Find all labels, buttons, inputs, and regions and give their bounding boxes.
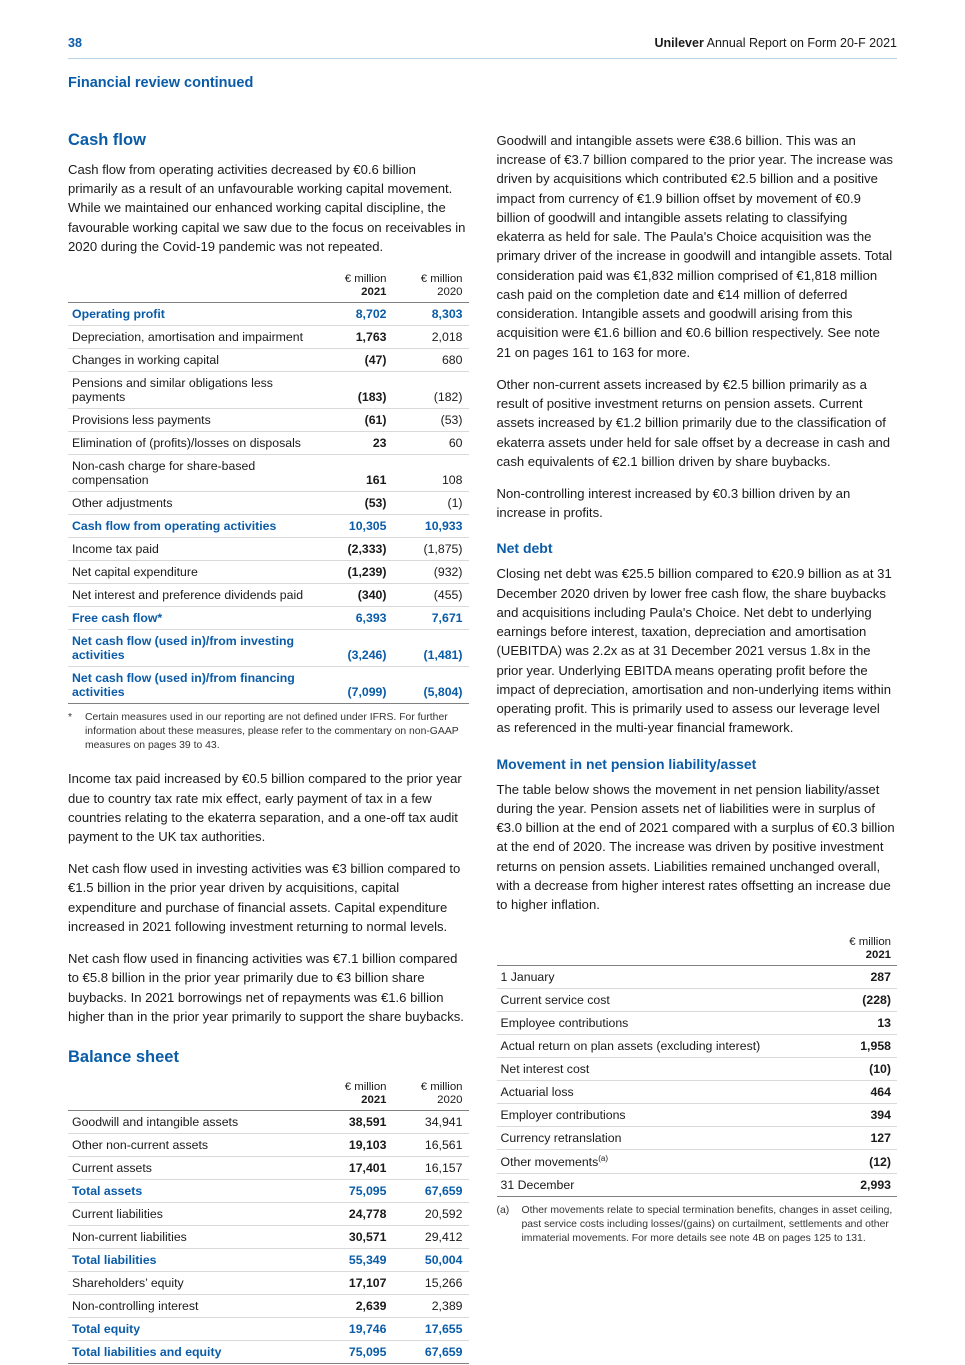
row-value-2021: 19,103 bbox=[317, 1134, 393, 1157]
financing-paragraph: Net cash flow used in financing activities was €7.1 billion compared to €5.8 billion in the prior year primarily due to €3 billion share buybacks. In 2021 borrowings net of repayments was €1.6 billion higher than in the prior year primarily to support the share buybacks. bbox=[68, 951, 464, 1024]
row-value-2021: (340) bbox=[317, 584, 393, 607]
row-label: Total equity bbox=[68, 1318, 317, 1341]
row-value-2020: 17,655 bbox=[393, 1318, 469, 1341]
section-heading: Financial review continued bbox=[68, 75, 254, 91]
footnote-text: Certain measures used in our reporting are not defined under IFRS. For further information about these measures, please refer to the commentary on non-GAAP measures on pages 39 to 43. bbox=[85, 712, 459, 752]
row-value-2020: 16,561 bbox=[393, 1134, 469, 1157]
row-value-2021: 75,095 bbox=[317, 1341, 393, 1364]
table-row bbox=[68, 326, 469, 349]
row-value-2020: 67,659 bbox=[393, 1341, 469, 1364]
row-label: Income tax paid bbox=[68, 538, 317, 561]
row-label: Currency retranslation bbox=[497, 1127, 822, 1150]
row-value-2021: 8,702 bbox=[317, 303, 393, 326]
row-value-2021: (47) bbox=[317, 349, 393, 372]
row-value-2021: (2,333) bbox=[317, 538, 393, 561]
table-row bbox=[68, 492, 469, 515]
row-label: Total liabilities and equity bbox=[68, 1341, 317, 1364]
left-column bbox=[68, 131, 469, 1364]
table-row bbox=[68, 561, 469, 584]
table-row bbox=[68, 1272, 469, 1295]
table-row bbox=[68, 538, 469, 561]
spacer-cell bbox=[497, 932, 822, 948]
row-label: Changes in working capital bbox=[68, 349, 317, 372]
table-row bbox=[497, 1127, 898, 1150]
row-value-2021: (12) bbox=[821, 1150, 897, 1174]
table-row bbox=[68, 630, 469, 667]
year-header-2020: 2020 bbox=[393, 285, 469, 303]
row-value-2021: (183) bbox=[317, 372, 393, 409]
row-label: Net cash flow (used in)/from investing activities bbox=[68, 630, 317, 667]
table-row bbox=[68, 584, 469, 607]
table-row bbox=[68, 349, 469, 372]
table-unit-row bbox=[68, 1077, 469, 1093]
non-controlling-interest-paragraph: Non-controlling interest increased by €0.3 billion driven by an increase in profits. bbox=[496, 485, 851, 521]
document-title-rest: Annual Report on Form 20-F 2021 bbox=[703, 36, 897, 50]
table-year-row bbox=[68, 1093, 469, 1111]
table-row bbox=[68, 1111, 469, 1134]
row-value-2020: 67,659 bbox=[393, 1180, 469, 1203]
row-label: Total assets bbox=[68, 1180, 317, 1203]
row-value-2021: 19,746 bbox=[317, 1318, 393, 1341]
spacer-cell bbox=[497, 948, 822, 966]
row-value-2020: 60 bbox=[393, 432, 469, 455]
row-value-2021: 30,571 bbox=[317, 1226, 393, 1249]
pension-movement-heading: Movement in net pension liability/asset bbox=[496, 755, 757, 772]
row-value-2020: 680 bbox=[393, 349, 469, 372]
row-value-2021: (3,246) bbox=[317, 630, 393, 667]
investing-paragraph: Net cash flow used in investing activities was €3 billion compared to €1.5 billion in the prior year driven by acquisitions, capital expenditure and purchase of financial assets. Capital expenditure increased in 2021 following investment returning to normal levels. bbox=[68, 861, 461, 934]
table-unit-row bbox=[68, 269, 469, 285]
row-value-2020: (1,875) bbox=[393, 538, 469, 561]
brand-name: Unilever bbox=[654, 36, 704, 50]
row-label: 1 January bbox=[497, 966, 822, 989]
tax-paragraph: Income tax paid increased by €0.5 billion compared to the prior year due to country tax rate mix effect, early payment of tax in a few countries relating to the ekaterra separation, and a one-off tax audit payment to the UK tax authorities. bbox=[68, 771, 462, 845]
row-label: Cash flow from operating activities bbox=[68, 515, 317, 538]
row-label: Pensions and similar obligations less payments bbox=[68, 372, 317, 409]
table-row bbox=[68, 1157, 469, 1180]
table-row bbox=[497, 1035, 898, 1058]
table-row bbox=[497, 1012, 898, 1035]
row-value-2021: 17,107 bbox=[317, 1272, 393, 1295]
row-value-2021: (61) bbox=[317, 409, 393, 432]
year-header-2020: 2020 bbox=[393, 1093, 469, 1111]
row-value-2020: (5,804) bbox=[393, 667, 469, 704]
row-value-2020: (53) bbox=[393, 409, 469, 432]
year-header-2021: 2021 bbox=[317, 285, 393, 303]
net-debt-paragraph: Closing net debt was €25.5 billion compared to €20.9 billion as at 31 December 2020 driven by lower free cash flow, the share buybacks and acquisitions including Paula's Choice. Net debt to underlying earnings before interest, taxation, depreciation and amortisation (UEBITDA) was 2.2x as at 31 December 2021 versus 1.8x in the prior year. Underlying EBITDA means operating profit before the impact of depreciation, amortisation and non-underlying items within operating profit. This is primarily used to assess our leverage level as referenced in the multi-year financial framework. bbox=[496, 566, 892, 736]
table-row bbox=[68, 455, 469, 492]
row-label: Operating profit bbox=[68, 303, 317, 326]
table-row bbox=[497, 1174, 898, 1197]
row-label: Employee contributions bbox=[497, 1012, 822, 1035]
unit-label-2021: € million bbox=[344, 273, 387, 286]
balance-sheet-table bbox=[68, 1077, 469, 1364]
table-year-row bbox=[497, 948, 898, 966]
spacer-cell bbox=[68, 1077, 317, 1093]
row-value-2021: 55,349 bbox=[317, 1249, 393, 1272]
cash-flow-intro-paragraph: Cash flow from operating activities decreased by €0.6 billion primarily as a result of an unfavourable working capital movement. While we maintained our enhanced working capital discipline, the favourable working capital we saw due to the focus on receivables in 2020 during the Covid-19 pandemic was not repeated. bbox=[68, 162, 466, 254]
table-row bbox=[497, 1104, 898, 1127]
row-label: Goodwill and intangible assets bbox=[68, 1111, 317, 1134]
pension-footnote bbox=[497, 1204, 898, 1246]
right-column bbox=[497, 131, 898, 1364]
unit-label-2020: € million bbox=[420, 273, 463, 286]
row-value-2021: 17,401 bbox=[317, 1157, 393, 1180]
table-row bbox=[497, 989, 898, 1012]
row-value-2020: (455) bbox=[393, 584, 469, 607]
table-row bbox=[68, 1203, 469, 1226]
document-title bbox=[654, 36, 897, 50]
table-year-row bbox=[68, 285, 469, 303]
table-row bbox=[68, 1318, 469, 1341]
row-value-2021: 2,993 bbox=[821, 1174, 897, 1197]
row-value-2020: 2,018 bbox=[393, 326, 469, 349]
other-non-current-assets-paragraph: Other non-current assets increased by €2.5 billion primarily as a result of positive investment returns on pension assets. Current assets increased by €1.2 billion primarily due to the classification of ekaterra assets under held for sale offset by a decrease in cash and cash equivalents of €2.1 billion driven by share buybacks. bbox=[496, 376, 891, 469]
year-header-2021: 2021 bbox=[317, 1093, 393, 1111]
goodwill-paragraph: Goodwill and intangible assets were €38.6 billion. This was an increase of €3.7 billion compared to the prior year. The increase was driven by acquisitions which contributed €2.5 billion and a positive impact from currency of €1.9 billion offset by movement of €0.9 billion of goodwill and intangible assets relating to classifying ekaterra as held for sale. The Paula's Choice acquisition was the primary driver of the increase in goodwill and intangible assets. Total consideration paid was €1,832 million comprised of €1,818 million cash paid on the completion date and €14 million of deferred consideration. Intangible assets and goodwill arising from this acquisition were €1.6 billion and €0.6 billion respectively. See note 21 on pages 161 to 163 for more. bbox=[496, 133, 893, 360]
row-label: Net capital expenditure bbox=[68, 561, 317, 584]
pension-movement-paragraph: The table below shows the movement in net pension liability/asset during the year. Pension assets net of liabilities were in surplus of €3.0 billion at the end of 2021 compared with a surplus of €0.3 billion at the end of 2020. The increase was driven by positive investment returns on pension assets. Liabilities remained unchanged overall, with a decrease from higher interest rates offsetting an increase due to higher inflation. bbox=[496, 781, 895, 912]
row-value-2021: (1,239) bbox=[317, 561, 393, 584]
row-value-2020: 34,941 bbox=[393, 1111, 469, 1134]
row-value-2020: 15,266 bbox=[393, 1272, 469, 1295]
row-label bbox=[497, 1150, 822, 1174]
table-row bbox=[68, 667, 469, 704]
table-row bbox=[68, 1134, 469, 1157]
row-label: Total liabilities bbox=[68, 1249, 317, 1272]
table-row bbox=[68, 372, 469, 409]
table-row bbox=[497, 966, 898, 989]
row-value-2021: 287 bbox=[821, 966, 897, 989]
unit-label-2020: € million bbox=[420, 1081, 463, 1094]
table-unit-row bbox=[497, 932, 898, 948]
row-value-2021: 394 bbox=[821, 1104, 897, 1127]
row-label: Non-controlling interest bbox=[68, 1295, 317, 1318]
row-value-2020: 10,933 bbox=[393, 515, 469, 538]
footnote-marker: (a) bbox=[496, 1205, 510, 1217]
row-value-2021: 161 bbox=[317, 455, 393, 492]
row-label: Shareholders’ equity bbox=[68, 1272, 317, 1295]
year-header-2021: 2021 bbox=[821, 948, 897, 966]
row-value-2021: 75,095 bbox=[317, 1180, 393, 1203]
row-value-2020: 2,389 bbox=[393, 1295, 469, 1318]
row-value-2020: (932) bbox=[393, 561, 469, 584]
row-value-2021: 23 bbox=[317, 432, 393, 455]
row-value-2020: 16,157 bbox=[393, 1157, 469, 1180]
row-value-2021: (7,099) bbox=[317, 667, 393, 704]
row-value-2020: 20,592 bbox=[393, 1203, 469, 1226]
row-value-2021: 38,591 bbox=[317, 1111, 393, 1134]
table-row bbox=[68, 1180, 469, 1203]
row-value-2020: (182) bbox=[393, 372, 469, 409]
table-row bbox=[497, 1081, 898, 1104]
row-label: Net interest cost bbox=[497, 1058, 822, 1081]
balance-sheet-heading: Balance sheet bbox=[68, 1048, 179, 1067]
row-value-2021: 1,763 bbox=[317, 326, 393, 349]
row-value-2021: 13 bbox=[821, 1012, 897, 1035]
row-label: Depreciation, amortisation and impairment bbox=[68, 326, 317, 349]
row-value-2020: 108 bbox=[393, 455, 469, 492]
row-label: Other adjustments bbox=[68, 492, 317, 515]
row-label: Other non-current assets bbox=[68, 1134, 317, 1157]
row-label: Current assets bbox=[68, 1157, 317, 1180]
table-row bbox=[68, 1249, 469, 1272]
unit-label-2021: € million bbox=[344, 1081, 387, 1094]
footnote-ref: (a) bbox=[598, 1154, 609, 1164]
row-label: Actual return on plan assets (excluding interest) bbox=[497, 1035, 822, 1058]
row-label: Actuarial loss bbox=[497, 1081, 822, 1104]
pension-movement-table bbox=[497, 932, 898, 1197]
row-label: Elimination of (profits)/losses on disposals bbox=[68, 432, 317, 455]
table-row bbox=[68, 607, 469, 630]
net-debt-heading: Net debt bbox=[496, 540, 553, 557]
row-value-2020: 7,671 bbox=[393, 607, 469, 630]
page-header bbox=[68, 36, 897, 59]
row-value-2021: 6,393 bbox=[317, 607, 393, 630]
table-row bbox=[68, 1295, 469, 1318]
table-row bbox=[497, 1058, 898, 1081]
table-row bbox=[68, 303, 469, 326]
row-value-2020: 29,412 bbox=[393, 1226, 469, 1249]
row-label: Net cash flow (used in)/from financing activities bbox=[68, 667, 317, 704]
two-column-body bbox=[68, 131, 897, 1364]
row-value-2020: (1,481) bbox=[393, 630, 469, 667]
row-label: Current service cost bbox=[497, 989, 822, 1012]
table-row bbox=[497, 1150, 898, 1174]
row-label: Free cash flow* bbox=[68, 607, 317, 630]
page-number: 38 bbox=[68, 36, 82, 50]
row-label: Non-cash charge for share-based compensation bbox=[68, 455, 317, 492]
row-label-text: Other movements bbox=[500, 1155, 599, 1170]
row-label: Net interest and preference dividends paid bbox=[68, 584, 317, 607]
row-value-2021: (228) bbox=[821, 989, 897, 1012]
row-value-2021: 127 bbox=[821, 1127, 897, 1150]
row-value-2021: (10) bbox=[821, 1058, 897, 1081]
row-value-2021: 2,639 bbox=[317, 1295, 393, 1318]
row-label: Provisions less payments bbox=[68, 409, 317, 432]
row-label: Current liabilities bbox=[68, 1203, 317, 1226]
row-value-2020: 50,004 bbox=[393, 1249, 469, 1272]
table-row bbox=[68, 1226, 469, 1249]
spacer-cell bbox=[68, 285, 317, 303]
row-value-2021: 10,305 bbox=[317, 515, 393, 538]
row-value-2021: 1,958 bbox=[821, 1035, 897, 1058]
spacer-cell bbox=[68, 269, 317, 285]
footnote-text: Other movements relate to special termination benefits, changes in asset ceiling, past service costs including losses/(gains) on curtailment, settlements and other immaterial movements. For more details see note 4B on pages 125 to 131. bbox=[521, 1205, 893, 1245]
table-row bbox=[68, 515, 469, 538]
table-row bbox=[68, 432, 469, 455]
table-row bbox=[68, 1341, 469, 1364]
spacer-cell bbox=[68, 1093, 317, 1111]
row-value-2020: 8,303 bbox=[393, 303, 469, 326]
unit-label-2021: € million bbox=[849, 936, 891, 949]
row-value-2021: 464 bbox=[821, 1081, 897, 1104]
row-label: Employer contributions bbox=[497, 1104, 822, 1127]
cash-flow-footnote bbox=[68, 711, 469, 753]
table-row bbox=[68, 409, 469, 432]
row-label: Non-current liabilities bbox=[68, 1226, 317, 1249]
footnote-marker: * bbox=[68, 712, 73, 724]
cash-flow-table bbox=[68, 269, 469, 704]
row-value-2021: 24,778 bbox=[317, 1203, 393, 1226]
row-value-2021: (53) bbox=[317, 492, 393, 515]
cash-flow-heading: Cash flow bbox=[68, 131, 146, 149]
row-label: 31 December bbox=[497, 1174, 822, 1197]
row-value-2020: (1) bbox=[393, 492, 469, 515]
